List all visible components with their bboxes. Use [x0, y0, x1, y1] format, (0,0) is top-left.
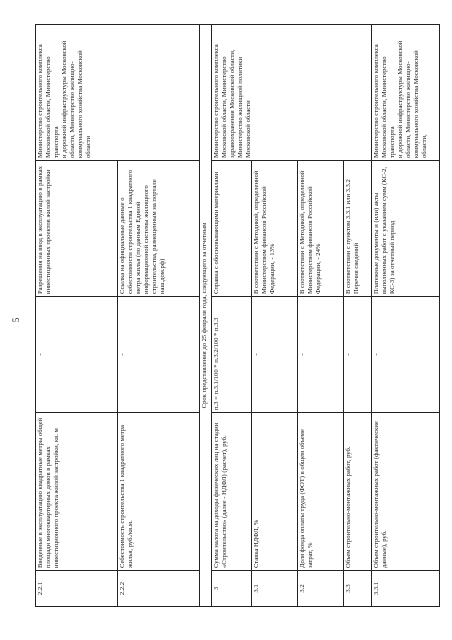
row-number: 2.2.2 — [118, 571, 200, 607]
source-cell: Ссылка на официальные данные о себестоимости строительства 1 квадратного метра жилья (по данным Единой информационной системы жилищного строительства, размещенным на портале наш.дом.рф) — [118, 161, 200, 297]
value-cell: - — [118, 297, 200, 413]
indicator-cell: Ставка НДФЛ, % — [252, 413, 298, 571]
table-row — [372, 25, 440, 607]
section-header: Срок представления до 25 февраля года, следующего за отчетным — [200, 25, 212, 607]
source-cell: Справка с обосновывающими материалами — [212, 161, 252, 297]
indicator-cell: Введенные в эксплуатацию квадратные метры общей площади многоквартирных домов в рамках инвестиционного проекта жилой застройки, кв. м — [36, 413, 118, 571]
source-cell: В соответствии с Методикой, определенной Министерством финансов Российской Федерации, - 24% — [298, 161, 344, 297]
agency-cell: Министерство строительного комплекса Московской области, Министерство транспорта и дорожной инфраструктуры Московской области, Министерство жилищно-коммунального хозяйства Московской области — [36, 25, 200, 161]
row-number: 3 — [212, 571, 252, 607]
rotated-table-container — [35, 25, 441, 607]
indicator-cell: Доля фонда оплаты труда (ФОТ) в общем объеме затрат, % — [298, 413, 344, 571]
table-row — [212, 25, 252, 607]
indicator-cell: Сумма налога на доходы физических лиц на стадии «Строительство» (далее - НДФЛ) (расчет), руб. — [212, 413, 252, 571]
value-cell: - — [344, 297, 372, 413]
row-number: 3.3 — [344, 571, 372, 607]
table-row — [36, 25, 118, 607]
source-cell: Разрешения на ввод в эксплуатацию в рамках инвестиционных проектов жилой застройки — [36, 161, 118, 297]
value-cell: - — [298, 297, 344, 413]
indicator-cell: Объем строительно-монтажных работ, руб. — [344, 413, 372, 571]
source-cell: Платежные документы и (или) акты выполненных работ с указанием сумм (КС-2, КС-3) за отчетный период — [372, 161, 440, 297]
section-header-row — [200, 25, 212, 607]
source-cell: В соответствии с пунктом 3.3.1 или 3.3.2 Перечня сведений — [344, 161, 372, 297]
value-cell: - — [252, 297, 298, 413]
agency-cell: Министерство строительного комплекса Московской области, Министерство транспорта и дорожной инфраструктуры Московской области, Министерство жилищно-коммунального хозяйства Московской области, — [372, 25, 440, 161]
value-cell: - — [372, 297, 440, 413]
agency-cell: Министерство строительного комплекса Московской области, Министерство здравоохранения Московской области, Министерство жилищной политики Московской области — [212, 25, 372, 161]
page-number: 5 — [11, 317, 21, 323]
indicator-cell: Объем строительно-монтажных работ (фактические данные), руб. — [372, 413, 440, 571]
row-number: 3.2 — [298, 571, 344, 607]
value-cell: п.3 = п.3.1/100 * п.3.2/100 * п.3.3 — [212, 297, 252, 413]
value-cell: - — [36, 297, 118, 413]
indicator-cell: Себестоимость строительства 1 квадратного метра жилья, руб./кв.м. — [118, 413, 200, 571]
row-number: 3.1 — [252, 571, 298, 607]
source-cell: В соответствии с Методикой, определенной Министерством финансов Российской Федерации, - 13% — [252, 161, 298, 297]
row-number: 2.2.1 — [36, 571, 118, 607]
data-table — [35, 24, 440, 607]
row-number: 3.3.1 — [372, 571, 440, 607]
